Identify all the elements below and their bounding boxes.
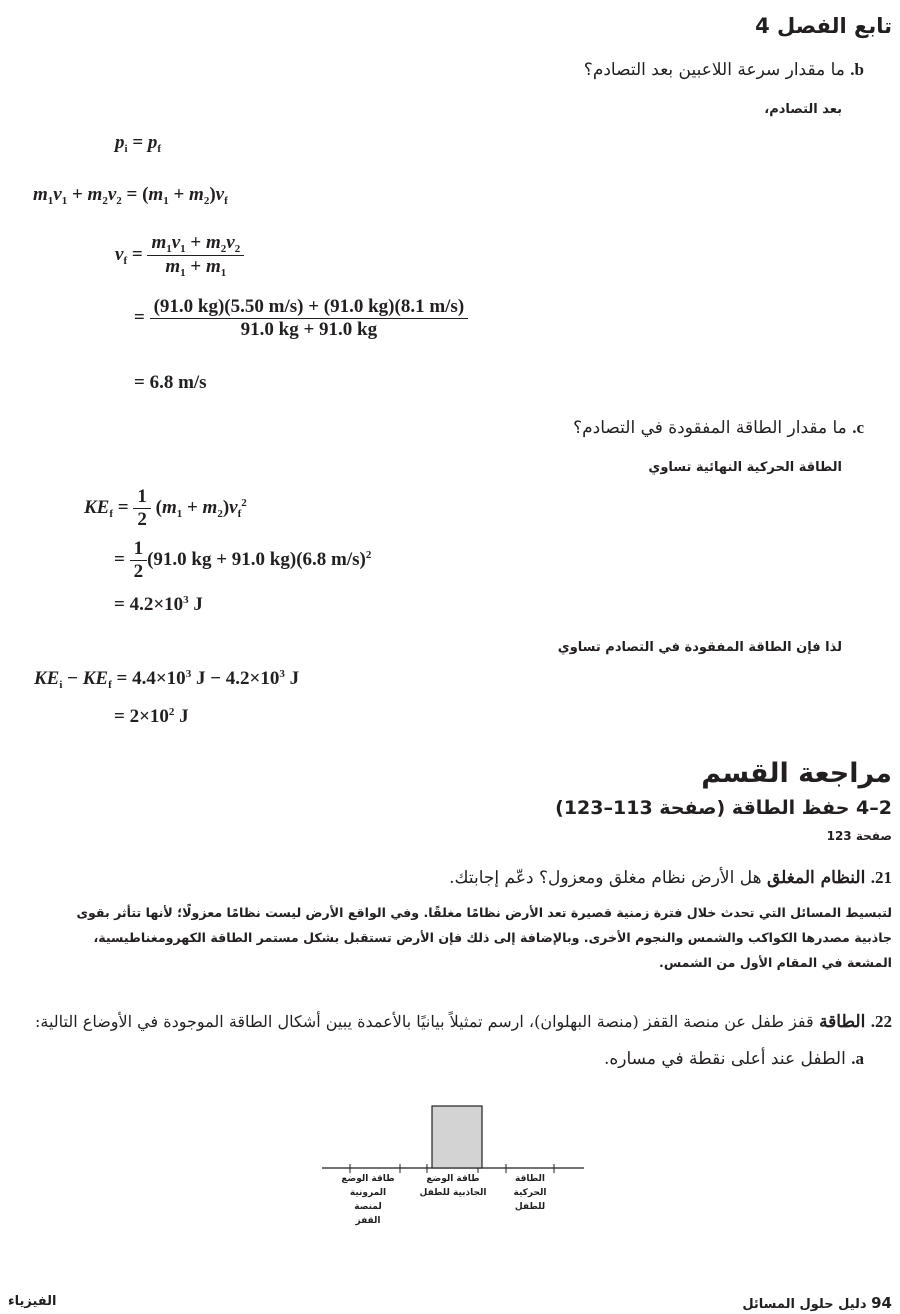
chart-bar <box>432 1106 482 1168</box>
part-c-answer-label: الطاقة الحركية النهائية تساوي <box>648 460 842 475</box>
section-review-title: مراجعة القسم <box>701 758 892 789</box>
chapter-header: تابع الفصل 4 <box>755 14 892 38</box>
q21-answer <box>0 900 892 975</box>
chart-label-elastic: طاقة الوضع المرونية لمنصة القفز <box>341 1174 395 1226</box>
chart-label-kinetic: الطاقة الحركية للطفل <box>513 1174 547 1212</box>
equation-ke-formula: $KE_f$ = $\frac{1}{2}$ $(m_1 + m_2)v_f^2$ <box>84 486 247 530</box>
q22-keyword: الطاقة <box>819 1012 866 1032</box>
part-c-question <box>573 418 864 438</box>
energy-lost-initial: = 4.4×10 <box>116 668 186 689</box>
equation-vf-formula: $v_f$ = $\frac{m_1v_1 + m_2v_2}{m_1 + m_1}$ <box>115 232 244 279</box>
chart-label-gravitational: طاقة الوضع الجاذبية للطفل <box>419 1174 487 1198</box>
q21-keyword: النظام المغلق <box>767 868 866 888</box>
energy-lost-result-value: = 2×10 <box>114 706 169 727</box>
q22-number: 22. <box>870 1012 892 1031</box>
part-b-text: ما مقدار سرعة اللاعبين بعد التصادم؟ <box>583 60 845 80</box>
question-22 <box>35 1012 892 1032</box>
q21-answer-line: جاذبية مصدرها الكواكب والشمس والنجوم الأخرى. وبالإضافة إلى ذلك فإن الأرض تستقبل بشكل مستمر الطاقة الكهرومغناطيسية، <box>93 930 892 945</box>
q21-number: 21. <box>870 868 892 887</box>
q21-text: هل الأرض نظام مغلق ومعزول؟ دعّم إجابتك. <box>449 868 762 888</box>
equation-vf-substituted: = $\frac{(91.0 kg)(5.50 m/s) + (91.0 kg)(8.1 m/s)}{91.0 kg + 91.0 kg}$ <box>134 296 468 341</box>
page-reference: صفحة 123 <box>826 829 892 843</box>
energy-lost-unit: J <box>289 668 300 689</box>
part-c-text: ما مقدار الطاقة المفقودة في التصادم؟ <box>573 418 847 438</box>
footer-book-title: دليل حلول المسائل <box>742 1297 867 1312</box>
part-b-answer-label: بعد التصادم، <box>764 102 842 117</box>
q21-answer-line: لتبسيط المسائل التي تحدث خلال فترة زمنية قصيرة تعد الأرض نظامًا مغلقًا. وفي الواقع الأرض ليست نظامًا معزولًا؛ لأنها تتأثر بقوى <box>76 905 892 920</box>
q21-answer-line: المشعة في المقام الأول من الشمس. <box>659 955 892 970</box>
part-c-lost-label: لذا فإن الطاقة المفقودة في التصادم تساوي <box>557 640 842 655</box>
part-b-letter: b. <box>850 60 864 79</box>
equation-energy-lost-result: = $2\times 10^2$ J <box>114 706 189 727</box>
part-b-question <box>584 60 864 80</box>
ke-substitution: (91.0 kg + 91.0 kg)(6.8 m/s) <box>147 548 366 570</box>
ke-result-unit: J <box>193 594 203 615</box>
part-c-letter: c. <box>852 418 864 437</box>
equation-energy-lost: $KE_i - KE_f = 4.4\times 10^3$ $J - 4.2\times 10^3$ J <box>34 668 300 691</box>
vf-numerator: (91.0 kg)(5.50 m/s) + (91.0 kg)(8.1 m/s) <box>153 296 465 317</box>
equation-momentum-conservation: $p_i = p_f$ <box>115 132 162 155</box>
section-subtitle: 2–4 حفظ الطاقة (صفحة 113–123) <box>555 797 892 819</box>
q22-part-a <box>604 1049 864 1069</box>
q22-part-a-letter: a. <box>851 1049 864 1068</box>
q22-text: قفز طفل عن منصة القفز (منصة البهلوان)، ارسم تمثيلاً بيانيًا بالأعمدة يبين أشكال الطاقة الموجودة في الأوضاع التالية: <box>35 1012 814 1031</box>
footer-subject: الفيزياء <box>8 1294 57 1309</box>
vf-denominator: 91.0 kg + 91.0 kg <box>150 318 469 341</box>
footer-book <box>742 1294 892 1312</box>
energy-bar-chart <box>322 1100 584 1180</box>
ke-result-value: = 4.2×10 <box>114 594 184 615</box>
equation-ke-result: = $4.2\times 10^3$ J <box>114 594 203 615</box>
equation-momentum-expanded: $m_1v_1 + m_2v_2 = (m_1 + m_2)v_f$ <box>33 184 228 207</box>
question-21 <box>449 868 892 888</box>
energy-lost-final: J − 4.2×10 <box>195 668 280 689</box>
footer-page-number: 94 <box>871 1294 892 1312</box>
equation-vf-result: = 6.8 m/s <box>134 372 207 393</box>
energy-lost-result-unit: J <box>179 706 189 727</box>
q22-part-a-text: الطفل عند أعلى نقطة في مساره. <box>603 1049 846 1069</box>
equation-ke-substituted: = $\frac{1}{2}$ (91.0 kg + 91.0 kg)(6.8 m/s)$^2$ <box>114 538 372 582</box>
